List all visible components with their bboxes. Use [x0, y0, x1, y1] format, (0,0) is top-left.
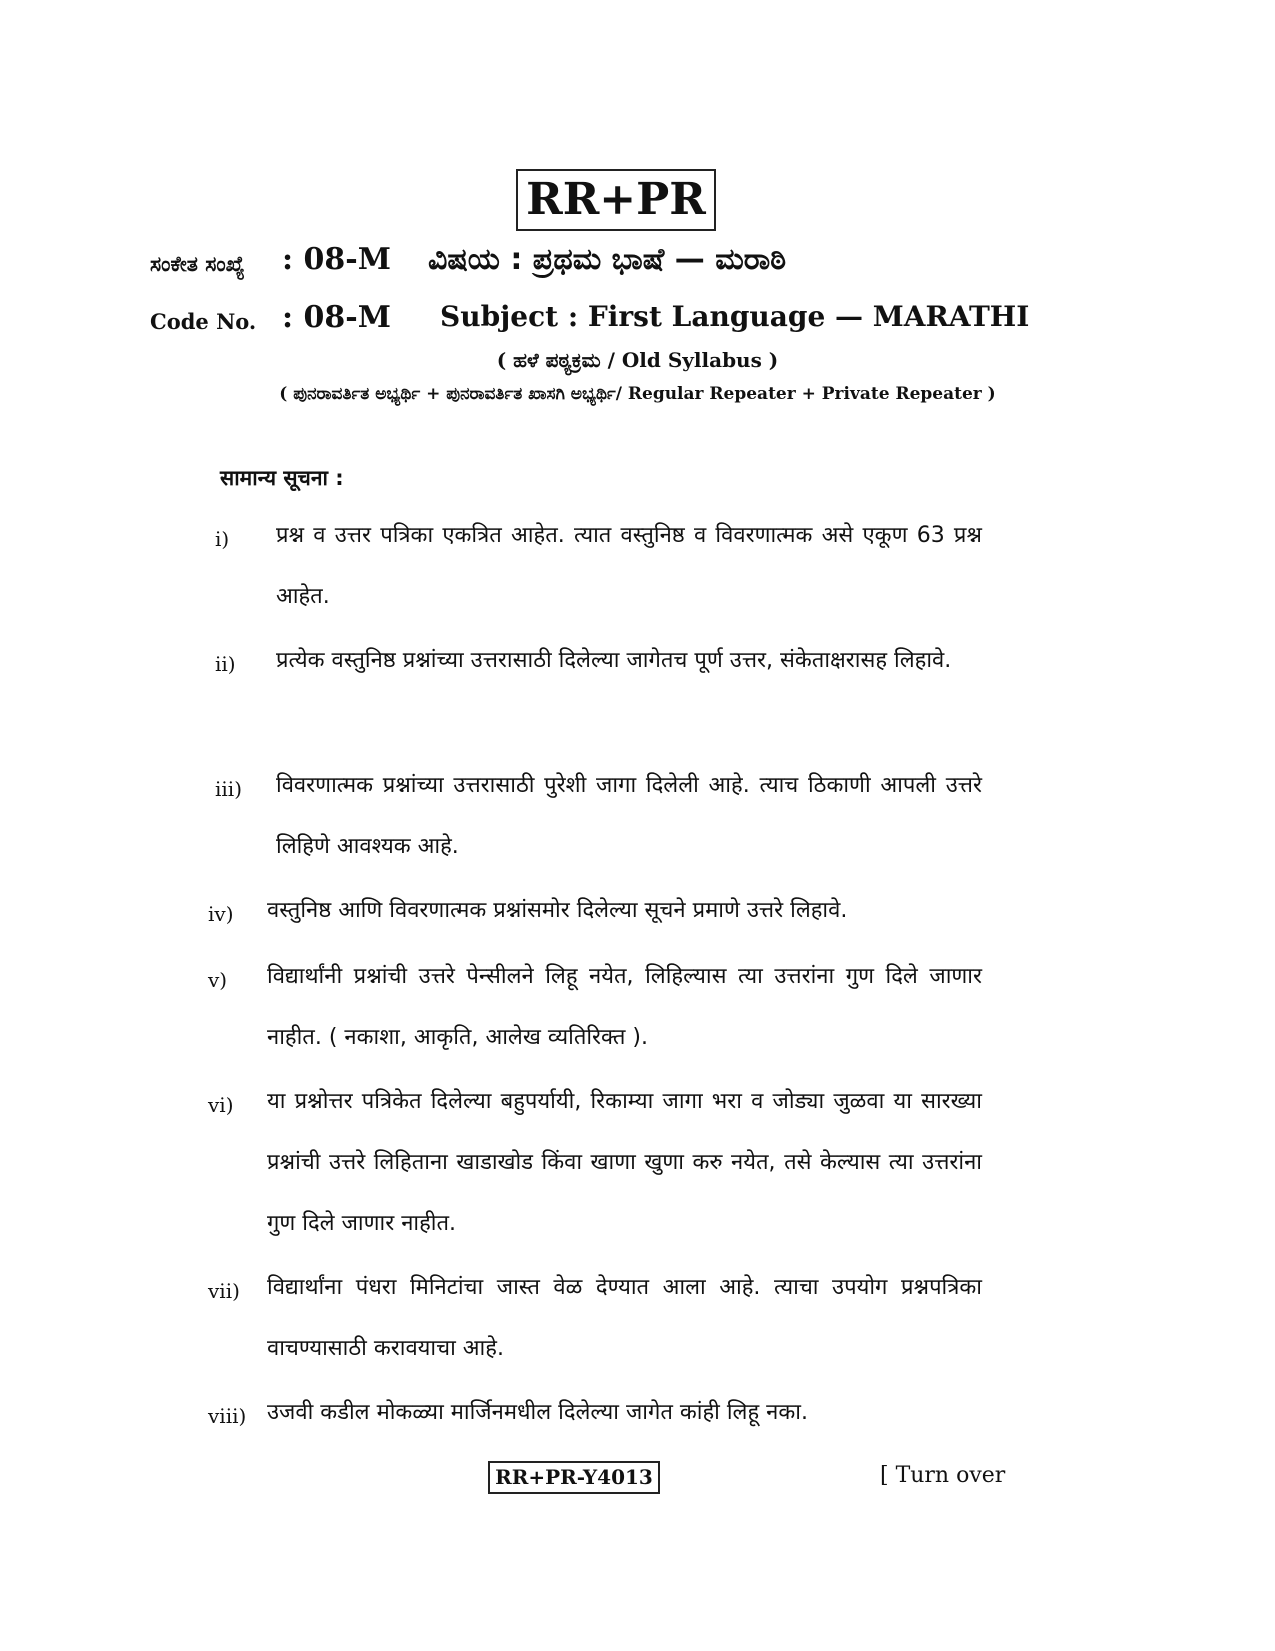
candidate-type-note: ( ಪುನರಾವರ್ತಿತ ಅಭ್ಯರ್ಥಿ + ಪುನರಾವರ್ತಿತ ಖಾಸಗಿ ಅಭ್ಯರ್ಥಿ/ Regular Repeater + Private Repeater ): [279, 384, 996, 404]
instruction-text: विवरणात्मक प्रश्नांच्या उत्तरासाठी पुरेशी जागा दिलेली आहे. त्याच ठिकाणी आपली उत्तरे लिहिणे आवश्यक आहे.: [276, 773, 982, 859]
instruction-number: vii): [208, 1279, 240, 1303]
instruction-text: विद्यार्थांना पंधरा मिनिटांचा जास्त वेळ देण्यात आला आहे. त्याचा उपयोग प्रश्नपत्रिका वाचण्यासाठी करावयाचा आहे.: [267, 1275, 982, 1361]
instruction-number: viii): [208, 1404, 247, 1428]
instruction-number: iii): [215, 777, 242, 801]
instruction-text: या प्रश्नोत्तर पत्रिकेत दिलेल्या बहुपर्यायी, रिकाम्या जागा भरा व जोड्या जुळवा या सारख्या प्रश्नांची उत्तरे लिहिताना खाडाखोड किंवा खाणा खुणा करु नयेत, तसे केल्यास त्या उत्तरांना गुण दिले जाणार नाहीत.: [267, 1089, 982, 1236]
english-code-value: : 08-M: [282, 300, 391, 335]
paper-series-box: RR+PR: [516, 169, 716, 231]
instruction-text: विद्यार्थांनी प्रश्नांची उत्तरे पेन्सीलने लिहू नयेत, लिहिल्यास त्या उत्तरांना गुण दिले जाणार नाहीत. ( नकाशा, आकृति, आलेख व्यतिरिक्त ).: [267, 964, 982, 1050]
instruction-number: ii): [215, 652, 236, 676]
instruction-number: vi): [208, 1093, 234, 1117]
paper-code-box: RR+PR-Y4013: [488, 1461, 660, 1494]
instruction-number: i): [215, 527, 230, 551]
kannada-code-label: ಸಂಕೇತ ಸಂಖ್ಯೆ: [150, 252, 245, 276]
english-code-label: Code No.: [150, 309, 257, 334]
instruction-text: उजवी कडील मोकळ्या मार्जिनमधील दिलेल्या जागेत कांही लिहू नका.: [267, 1400, 808, 1425]
kannada-subject: ವಿಷಯ : ಪ್ರಥಮ ಭಾಷೆ — ಮರಾಠಿ: [428, 242, 787, 277]
instruction-number: iv): [208, 902, 234, 926]
english-subject: Subject : First Language — MARATHI: [440, 300, 1030, 333]
instruction-number: v): [208, 968, 228, 992]
instruction-text: वस्तुनिष्ठ आणि विवरणात्मक प्रश्नांसमोर दिलेल्या सूचने प्रमाणे उत्तरे लिहावे.: [267, 898, 848, 923]
kannada-code-value: : 08-M: [282, 242, 391, 277]
instructions-heading: सामान्य सूचना :: [220, 466, 344, 490]
syllabus-note: ( ಹಳೆ ಪಠ್ಯಕ್ರಮ / Old Syllabus ): [496, 348, 779, 372]
turn-over-note: [ Turn over: [880, 1463, 1006, 1488]
instruction-text: प्रत्येक वस्तुनिष्ठ प्रश्नांच्या उत्तरासाठी दिलेल्या जागेतच पूर्ण उत्तर, संकेताक्षरासह लिहावे.: [276, 648, 952, 673]
instruction-text: प्रश्न व उत्तर पत्रिका एकत्रित आहेत. त्यात वस्तुनिष्ठ व विवरणात्मक असे एकूण 63 प्रश्न आहेत.: [276, 523, 982, 609]
